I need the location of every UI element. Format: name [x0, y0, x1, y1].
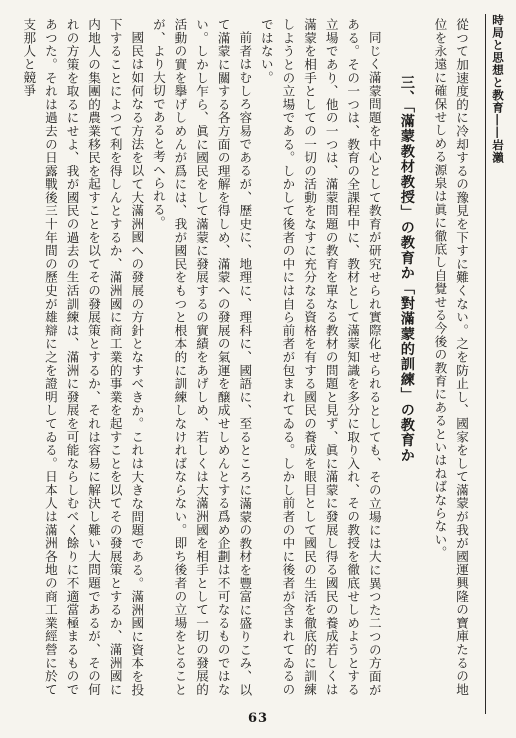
body-text	[18, 18, 472, 696]
header-rule	[485, 14, 486, 714]
paragraph-two-standpoints: 同じく滿蒙問題を中心として教育が研究せられ實際化せられるとしても、その立場には大に異つた二つの方面がある。その一つは、教育の全課程中に、教材として滿蒙知識を多分に取り入れ、その教授を徹底せしめようとする立場であり、他の一つは、滿蒙問題の教育を單なる教材の問題と見ず、眞に滿蒙に發展し得る國民の養成若しくは滿蒙を相手としての一切の活動をなすに充分なる資格を有する國民の養成を眼目として國民の生活を徹底的に訓練しようとの立場である。しかして後者の中には自ら前者が包まれてゐる。しかし前者の中に後者が含まれてゐるのではない。	[258, 18, 382, 696]
running-header: 時局と思想と教育――岩瀨	[491, 14, 505, 164]
paragraph-development-policy: 國民は如何なる方法を以て大滿洲國への發展の方針となすべきか。これは大きな問題である。滿洲國に資本を投下することによつて利を得しんとするか、滿洲國に商工業的事業を起すことを以てその發展策とするか、滿洲國に内地人の集團的農業移民を起すことを以てその發展策とするか、それは容易に解決し難い大問題であるが、その何れの方策を取るにせよ、我が國民の過去の生活訓練は、滿洲に發展を可能ならしむべく餘りに不適當極まるものであつた。それは過去の日露戰後三十年間の歷史が雄辯に之を證明してゐる。日本人は滿洲各地の商工業經營に於て支那人と競爭	[21, 18, 145, 696]
section-heading: 三、「滿蒙教材教授」の教育か「對滿蒙的訓練」の教育か	[398, 74, 415, 463]
paragraph-former-latter: 前者はむしろ容易であるが、歷史に、地理に、理科に、國語に、至るところに滿蒙の教材を豐富に盛りこみ、以て滿蒙に關する各方面の理解を得しめ、滿蒙への發展の氣運を醸成せしめんとする爲め企劃は不可なるものではない。しかし乍ら、眞に國民をして滿蒙に發展するの實績をあげしめ、若しくは大滿洲國を相手として一切の發展的活動の實を擧げしめんが爲には、我が國民をもつと根本的に訓練しなければならない。即ち後者の立場をとることが、より大切であると考へられる。	[150, 18, 253, 696]
paragraph-continuation: 從つて加速度的に冷却するの豫見を下すに難くない。之を防止し、國家をして滿蒙が我が國運興隆の寶庫たるの地位を永遠に確保せしめる源泉は眞に徹底し自覺せる今後の教育にあるといはねばならない。	[432, 18, 469, 696]
page-number: 63	[247, 711, 269, 726]
